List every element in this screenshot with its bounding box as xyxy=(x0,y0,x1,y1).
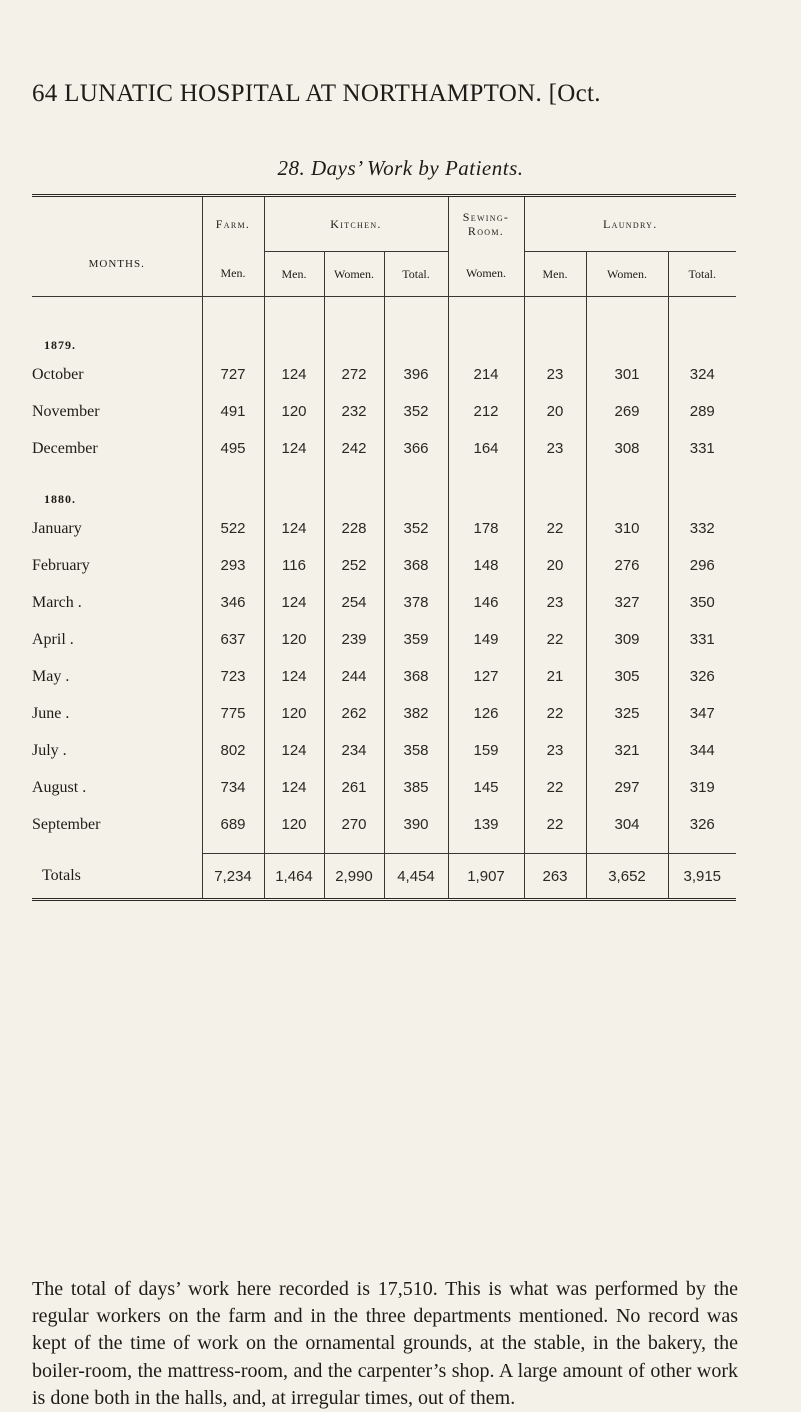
year-row xyxy=(32,467,736,510)
laundry-men-value: 22 xyxy=(524,695,586,732)
header-kitchen-women: Women. xyxy=(324,252,384,297)
kitchen-total-value: 352 xyxy=(384,510,448,547)
laundry-total-value: 344 xyxy=(689,742,715,759)
laundry-total-value: 319 xyxy=(689,779,715,796)
laundry-men-value: 23 xyxy=(524,356,586,393)
laundry-total-value: 296 xyxy=(689,557,715,574)
month-label: July . xyxy=(32,732,202,769)
laundry-total-value: 331 xyxy=(689,440,715,457)
laundry-men-value: 23 xyxy=(524,584,586,621)
farm-value: 723 xyxy=(202,658,264,695)
kitchen-women-value: 261 xyxy=(324,769,384,806)
laundry-women-total: 3,652 xyxy=(586,854,668,900)
laundry-women-value: 327 xyxy=(586,584,668,621)
laundry-women-value: 301 xyxy=(586,356,668,393)
sewing-women-value: 146 xyxy=(448,584,524,621)
header-kitchen: Kitchen. xyxy=(264,196,448,252)
header-sewing-women: Women. xyxy=(448,252,524,297)
month-label: September xyxy=(32,806,202,843)
table-row xyxy=(32,393,736,430)
sewing-women-total: 1,907 xyxy=(448,854,524,900)
laundry-women-value: 309 xyxy=(586,621,668,658)
table-row xyxy=(32,732,736,769)
laundry-total-value: 326 xyxy=(689,816,715,833)
header-laundry-men: Men. xyxy=(524,252,586,297)
kitchen-men-value: 124 xyxy=(264,510,324,547)
kitchen-women-value: 272 xyxy=(324,356,384,393)
sewing-women-value: 126 xyxy=(448,695,524,732)
farm-value: 346 xyxy=(202,584,264,621)
header-sewing-room: Sewing-Room. xyxy=(448,196,524,252)
kitchen-total-value: 352 xyxy=(384,393,448,430)
header-laundry-women: Women. xyxy=(586,252,668,297)
laundry-men-value: 22 xyxy=(524,806,586,843)
sewing-women-value: 212 xyxy=(448,393,524,430)
laundry-men-value: 20 xyxy=(524,547,586,584)
laundry-total-value: 350 xyxy=(689,594,715,611)
kitchen-women-value: 262 xyxy=(324,695,384,732)
laundry-women-value: 321 xyxy=(586,732,668,769)
laundry-men-value: 22 xyxy=(524,769,586,806)
sewing-women-value: 127 xyxy=(448,658,524,695)
kitchen-men-value: 116 xyxy=(264,547,324,584)
table-row xyxy=(32,547,736,584)
kitchen-women-value: 244 xyxy=(324,658,384,695)
farm-value: 775 xyxy=(202,695,264,732)
kitchen-women-value: 232 xyxy=(324,393,384,430)
laundry-men-value: 23 xyxy=(524,732,586,769)
laundry-total-value: 347 xyxy=(689,705,715,722)
sewing-women-value: 145 xyxy=(448,769,524,806)
kitchen-total-value: 368 xyxy=(384,547,448,584)
laundry-grand-total: 3,915 xyxy=(668,854,736,900)
farm-value: 734 xyxy=(202,769,264,806)
kitchen-men-value: 124 xyxy=(264,584,324,621)
kitchen-women-value: 239 xyxy=(324,621,384,658)
table-row xyxy=(32,510,736,547)
laundry-total-value: 326 xyxy=(689,668,715,685)
farm-value: 637 xyxy=(202,621,264,658)
kitchen-total-value: 396 xyxy=(384,356,448,393)
header-farm: Farm. xyxy=(202,196,264,252)
farm-total: 7,234 xyxy=(202,854,264,900)
kitchen-total-value: 378 xyxy=(384,584,448,621)
month-label: December xyxy=(32,430,202,467)
farm-value: 802 xyxy=(202,732,264,769)
kitchen-total-value: 359 xyxy=(384,621,448,658)
farm-value: 495 xyxy=(202,430,264,467)
sewing-women-value: 214 xyxy=(448,356,524,393)
table-row xyxy=(32,769,736,806)
header-farm-men: Men. xyxy=(202,252,264,297)
month-label: March . xyxy=(32,584,202,621)
sewing-women-value: 159 xyxy=(448,732,524,769)
sewing-women-value: 148 xyxy=(448,547,524,584)
laundry-men-total: 263 xyxy=(524,854,586,900)
laundry-men-value: 20 xyxy=(524,393,586,430)
month-label: November xyxy=(32,393,202,430)
laundry-total-value: 331 xyxy=(689,631,715,648)
kitchen-women-total: 2,990 xyxy=(324,854,384,900)
month-label: October xyxy=(32,356,202,393)
kitchen-women-value: 270 xyxy=(324,806,384,843)
laundry-total-value: 324 xyxy=(689,366,715,383)
sewing-women-value: 149 xyxy=(448,621,524,658)
year-row xyxy=(32,313,736,356)
month-label: May . xyxy=(32,658,202,695)
kitchen-men-value: 120 xyxy=(264,806,324,843)
kitchen-grand-total: 4,454 xyxy=(384,854,448,900)
month-label: January xyxy=(32,510,202,547)
totals-row xyxy=(32,854,736,900)
table-row xyxy=(32,356,736,393)
kitchen-total-value: 382 xyxy=(384,695,448,732)
kitchen-men-value: 124 xyxy=(264,732,324,769)
kitchen-men-value: 124 xyxy=(264,356,324,393)
laundry-women-value: 297 xyxy=(586,769,668,806)
kitchen-women-value: 254 xyxy=(324,584,384,621)
kitchen-men-value: 124 xyxy=(264,769,324,806)
farm-value: 491 xyxy=(202,393,264,430)
header-months: MONTHS. xyxy=(32,196,202,297)
month-label: June . xyxy=(32,695,202,732)
header-kitchen-men: Men. xyxy=(264,252,324,297)
laundry-women-value: 305 xyxy=(586,658,668,695)
kitchen-men-value: 124 xyxy=(264,430,324,467)
kitchen-women-value: 252 xyxy=(324,547,384,584)
farm-value: 522 xyxy=(202,510,264,547)
kitchen-total-value: 358 xyxy=(384,732,448,769)
laundry-women-value: 269 xyxy=(586,393,668,430)
table-row xyxy=(32,430,736,467)
sewing-women-value: 139 xyxy=(448,806,524,843)
laundry-men-value: 23 xyxy=(524,430,586,467)
kitchen-total-value: 368 xyxy=(384,658,448,695)
laundry-women-value: 325 xyxy=(586,695,668,732)
table-row xyxy=(32,806,736,843)
year-label: 1880. xyxy=(32,467,202,510)
farm-value: 689 xyxy=(202,806,264,843)
totals-label: Totals xyxy=(32,854,202,900)
sewing-women-value: 164 xyxy=(448,430,524,467)
kitchen-total-value: 385 xyxy=(384,769,448,806)
laundry-women-value: 276 xyxy=(586,547,668,584)
laundry-total-value: 289 xyxy=(689,403,715,420)
header-laundry-total: Total. xyxy=(668,252,736,297)
kitchen-women-value: 228 xyxy=(324,510,384,547)
laundry-men-value: 22 xyxy=(524,621,586,658)
table-row xyxy=(32,658,736,695)
header-kitchen-total: Total. xyxy=(384,252,448,297)
body-paragraph: The total of days’ work here recorded is 17,510. This is what was performed by the regular workers on the farm and in the three departments mentioned. No record was kept of the time of work on the ornamental grounds, at the stable, in the bakery, the boiler-room, the mattress-room, and the carpenter’s shop. A large amount of other work is done both in the halls, and, at irregular times, out of them. xyxy=(32,1278,738,1409)
header-laundry: Laundry. xyxy=(524,196,736,252)
kitchen-total-value: 366 xyxy=(384,430,448,467)
kitchen-total-value: 390 xyxy=(384,806,448,843)
table-row xyxy=(32,584,736,621)
month-label: August . xyxy=(32,769,202,806)
kitchen-men-value: 120 xyxy=(264,393,324,430)
sewing-women-value: 178 xyxy=(448,510,524,547)
days-work-table xyxy=(32,194,736,901)
kitchen-women-value: 242 xyxy=(324,430,384,467)
laundry-men-value: 22 xyxy=(524,510,586,547)
table-title: 28. Days’ Work by Patients. xyxy=(277,156,524,180)
farm-value: 293 xyxy=(202,547,264,584)
laundry-women-value: 310 xyxy=(586,510,668,547)
table-row xyxy=(32,695,736,732)
kitchen-women-value: 234 xyxy=(324,732,384,769)
laundry-women-value: 308 xyxy=(586,430,668,467)
laundry-total-value: 332 xyxy=(689,520,715,537)
farm-value: 727 xyxy=(202,356,264,393)
kitchen-men-value: 120 xyxy=(264,621,324,658)
table-row xyxy=(32,621,736,658)
kitchen-men-value: 120 xyxy=(264,695,324,732)
laundry-men-value: 21 xyxy=(524,658,586,695)
year-label: 1879. xyxy=(32,313,202,356)
running-head: 64 LUNATIC HOSPITAL AT NORTHAMPTON. [Oct. xyxy=(32,80,601,107)
kitchen-men-total: 1,464 xyxy=(264,854,324,900)
month-label: April . xyxy=(32,621,202,658)
kitchen-men-value: 124 xyxy=(264,658,324,695)
month-label: February xyxy=(32,547,202,584)
laundry-women-value: 304 xyxy=(586,806,668,843)
